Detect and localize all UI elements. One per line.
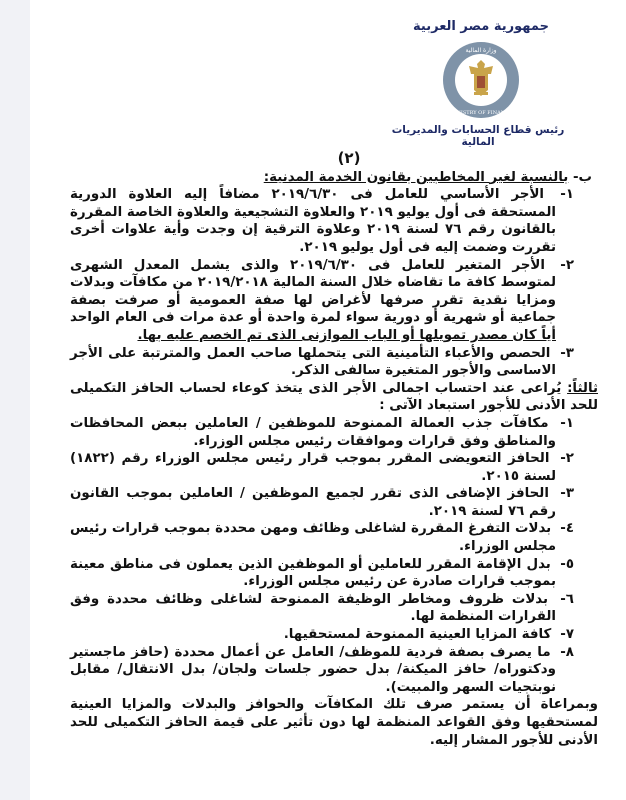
- shield-icon: [477, 76, 485, 88]
- third-label: ثالثاً:: [567, 380, 598, 396]
- section-b-item-1: [70, 186, 598, 256]
- third-item-2: [70, 450, 598, 485]
- item-underlined-text: أياً كان مصدر تمويلها أو الباب الموازنى الذى تم الخصم عليه بها.: [137, 327, 556, 343]
- item-text: الحصص والأعباء التأمينية التى يتحملها صاحب العمل والمترتبة على الأجر الاساسى والأجور المتغيرة سالفى الذكر.: [70, 345, 556, 379]
- item-number: ٣-: [560, 345, 574, 361]
- item-number: ٢-: [560, 257, 574, 273]
- logo-english-text: MINISTRY OF FINANCE: [449, 110, 513, 116]
- closing-paragraph: وبمراعاة أن يستمر صرف تلك المكافآت والحوافز والبدلات والمزايا العينية لمستحقيها وفق القواعد المنظمة لها دون تأثير على قيمة الحافز التكميلى للحد الأدنى للأجور المشار إليه.: [70, 697, 598, 748]
- item-text: الأجر المتغير للعامل فى ٢٠١٩/٦/٣٠ والذى يشمل المعدل الشهرى لمتوسط كافة ما تقاضاه خلال السنة المالية ٢٠١٩/٢٠١٨ من مكافآت وبدلات ومزايا نقدية تقرر صرفها لأغراض لها صفة العمومية أو صرفت بصفة جماعية أو شهرية أو دورية سواء لمرة واحدة أو عدة مرات فى العام الواحد: [70, 257, 556, 326]
- ministry-of-finance-emblem-icon: [441, 40, 521, 120]
- third-item-6: [70, 591, 598, 626]
- item-text: ما يصرف بصفة فردية للموظف/ العامل عن أعمال محددة (حافز ماجستير ودكتوراه/ حافز الميكنة/ بدل حضور جلسات ولجان/ بدل الانتقال/ مقابل نوبتجيات السهر والمبيت).: [70, 644, 556, 695]
- item-number: ٣-: [560, 486, 574, 502]
- section-b-heading: [70, 169, 592, 187]
- logo-svg: [441, 40, 521, 120]
- third-item-8: [70, 644, 598, 697]
- page-number: (٢): [337, 149, 361, 167]
- sector-title: رئيس قطاع الحسابات والمديريات المالية: [391, 124, 565, 148]
- item-text: مكافآت جذب العمالة الممنوحة للموظفين / العاملين ببعض المحافظات والمناطق وفق قرارات وموافقات رئيس مجلس الوزراء.: [70, 415, 556, 449]
- item-text: الأجر الأساسي للعامل فى ٢٠١٩/٦/٣٠ مضافاً إليه العلاوة الدورية المستحقة فى أول يوليو ٢٠١٩ والعلاوة التشجيعية والعلاوة الخاصة المقررة بالقانون رقم ٧٦ لسنة ٢٠١٩ وعلاوة الترقية إن وجدت وأية علاوات أخرى تقررت وضمت إليه فى أول يوليو ٢٠١٩.: [70, 187, 557, 255]
- document-body: [70, 150, 598, 749]
- third-item-3: [70, 485, 598, 520]
- item-text: الحافز الإضافى الذى تقرر لجميع الموظفين / العاملين بموجب القانون رقم ٧٦ لسنة ٢٠١٩.: [70, 486, 556, 519]
- item-number: ٨-: [560, 644, 574, 660]
- third-heading: [70, 380, 598, 415]
- item-text: كافة المزايا العينية الممنوحة لمستحقيها.: [283, 627, 552, 643]
- emblem-banner: [474, 92, 488, 95]
- item-number: ٤-: [560, 521, 574, 537]
- item-number: ٦-: [560, 591, 574, 607]
- item-number: ١-: [560, 187, 574, 203]
- item-text: بدلات ظروف ومخاطر الوظيفة الممنوحة لشاغلى وظائف محددة وفق القرارات المنظمة لها.: [70, 591, 556, 625]
- third-item-5: [70, 556, 598, 591]
- item-number: ١-: [560, 415, 574, 431]
- item-text: الحافز التعويضى المقرر بموجب قرار رئيس مجلس الوزراء رقم (١٨٢٢) لسنة ٢٠١٥.: [70, 451, 556, 484]
- item-text: بدل الإقامة المقرر للعاملين أو الموظفين الذين يعملون فى مناطق معينة بموجب قرارات صادرة عن رئيس مجلس الوزراء.: [70, 556, 556, 590]
- letterhead: [386, 18, 576, 148]
- third-intro: يُراعى عند احتساب اجمالى الأجر الذى يتخذ كوعاء لحساب الحافز التكميلى للحد الأدنى للأجور استبعاد الآتى :: [70, 380, 598, 414]
- section-b-label: ب-: [572, 169, 592, 185]
- item-number: ٧-: [560, 627, 574, 643]
- section-b-item-2: [70, 257, 598, 345]
- section-b-item-3: [70, 345, 598, 380]
- section-b-title: بالنسبة لغير المخاطبين بقانون الخدمة المدنية:: [263, 169, 569, 185]
- third-item-7: [70, 626, 598, 644]
- item-text: بدلات التفرغ المقررة لشاغلى وظائف ومهن محددة بموجب قرارات رئيس مجلس الوزراء.: [70, 521, 556, 555]
- item-number: ٥-: [560, 556, 574, 572]
- republic-title: جمهورية مصر العربية: [413, 19, 549, 34]
- item-number: ٢-: [560, 451, 574, 467]
- scan-margin-strip: [0, 0, 30, 800]
- third-item-4: [70, 520, 598, 555]
- third-item-1: [70, 415, 598, 450]
- logo-arabic-text: وزارة المالية: [465, 47, 497, 54]
